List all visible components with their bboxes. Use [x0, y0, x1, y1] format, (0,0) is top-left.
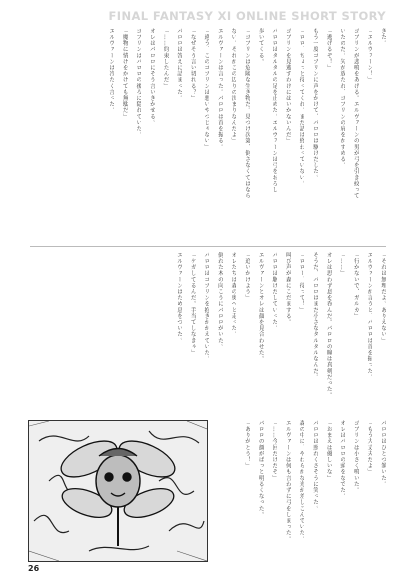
text-column: 「ケガしてるんだ。手当てしなきゃ」	[189, 252, 196, 356]
text-column: オレはパロロにそう言いきかせる。	[148, 28, 155, 126]
section-divider	[30, 246, 386, 247]
text-column: オレたちは森の奥へと走った。	[230, 252, 237, 338]
text-column: もう一度ゴブリンに声をかけて、パロロは駆けだした。	[312, 28, 319, 181]
text-block-top	[30, 28, 386, 240]
text-column: 「ロロ、ちょっと待ってくれ。まだ話は終わっていない。	[298, 28, 305, 187]
text-column: パロロは答えに詰まった。	[176, 28, 183, 102]
text-column: パロロはひとつ頷いた。	[380, 420, 386, 488]
text-column: パロロの顔がぱっと明るくなった。	[257, 420, 264, 518]
text-column: 「……今回だけだぞ」	[271, 420, 278, 481]
text-column: 倒れた木の向こうにパロロがいた。	[216, 252, 223, 350]
text-column: 「……」	[339, 252, 346, 277]
text-block-bottom	[30, 252, 386, 412]
text-column: エルヴァーンが言うと、パロロは首を振った。	[366, 252, 373, 381]
text-column: 「追いかけよう」	[244, 252, 251, 301]
text-column: オレはパロロの頭をなでた。	[339, 420, 346, 500]
page-number: 26	[28, 564, 40, 573]
text-column: 森の中に、やわらかな光が差しこんでいた。	[298, 420, 305, 542]
text-column: ゴブリンはパロロの後ろに隠れていた。	[135, 28, 142, 138]
text-column: エルヴァーンは言った。パロロは首を振る。	[216, 28, 223, 150]
text-column: ゴブリンは小さく鳴いた。	[352, 420, 359, 494]
text-column: 「ゴブリンは危険な生き物だ。見つけ次第、倒さなくてはなら	[244, 28, 251, 199]
text-column: ゴブリンが悲鳴をあげる。エルヴァーンの男が弓を引き絞って	[352, 28, 359, 199]
text-column: ない。それがこの辺りの決まりなんだよ」	[230, 28, 237, 144]
text-column: 「それは無理だよ。ありえない」	[380, 252, 386, 344]
text-block-bottom-left	[214, 420, 386, 560]
text-column: 「もう大丈夫だよ」	[366, 420, 373, 475]
text-column: エルヴァーンは冷たく言った。	[108, 28, 115, 114]
text-column: パロロはタルタルの足を止めた。エルヴァーンは弓をおろし	[271, 28, 278, 193]
text-column: 「なぜそう言い切れる？」	[189, 28, 196, 102]
text-column: 「ロロー、待って！」	[298, 252, 305, 313]
text-column: 「違う、このゴブリンは悪いやつじゃない」	[203, 28, 210, 150]
text-column: 歩いてくる。	[257, 28, 264, 65]
page-header: FINAL FANTASY XI ONLINE SHORT STORY	[108, 9, 386, 23]
text-column: パロロはゴブリンを抱きかかえていた。	[203, 252, 210, 362]
text-column: 「魔物に情けをかけても無駄だ」	[121, 28, 128, 120]
text-column: 「……約束したんだ」	[162, 28, 169, 89]
text-column: 「エルヴァーン！」	[366, 28, 373, 83]
text-column: パロロは照れくさそうに笑った。	[312, 420, 319, 512]
text-column: 「ありがとう！」	[244, 420, 251, 469]
text-column: エルヴァーンは何も言わずに弓をしまった。	[284, 420, 291, 542]
text-column: エルヴァーンはため息をついた。	[176, 252, 183, 344]
text-column: エルヴァーンとオレは顔を見合わせた。	[257, 252, 264, 362]
text-column: いたのだ。矢が放たれ、ゴブリンの肩をかすめる。	[339, 28, 346, 169]
text-column: 叫び声が森にこだまする。	[284, 252, 291, 326]
illustration-icon	[29, 421, 207, 561]
text-column: オレは思わず息を呑んだ。パロロの瞳は真剣だった。	[325, 252, 332, 399]
text-column: そうだ、パロロはまだ小さなタルタルなんだ。	[312, 252, 319, 381]
text-column: 「行かないで、ガルカ」	[352, 252, 359, 320]
text-column: きた。	[380, 28, 386, 47]
text-column: パロロは駆けだしていった。	[271, 252, 278, 332]
text-column: 「逃げるぞ！」	[325, 28, 332, 71]
illustration	[28, 420, 208, 562]
text-column: ゴブリンを見逃すわけにはいかないんだ」	[284, 28, 291, 144]
text-column: 「おまえは優しいな」	[325, 420, 332, 481]
